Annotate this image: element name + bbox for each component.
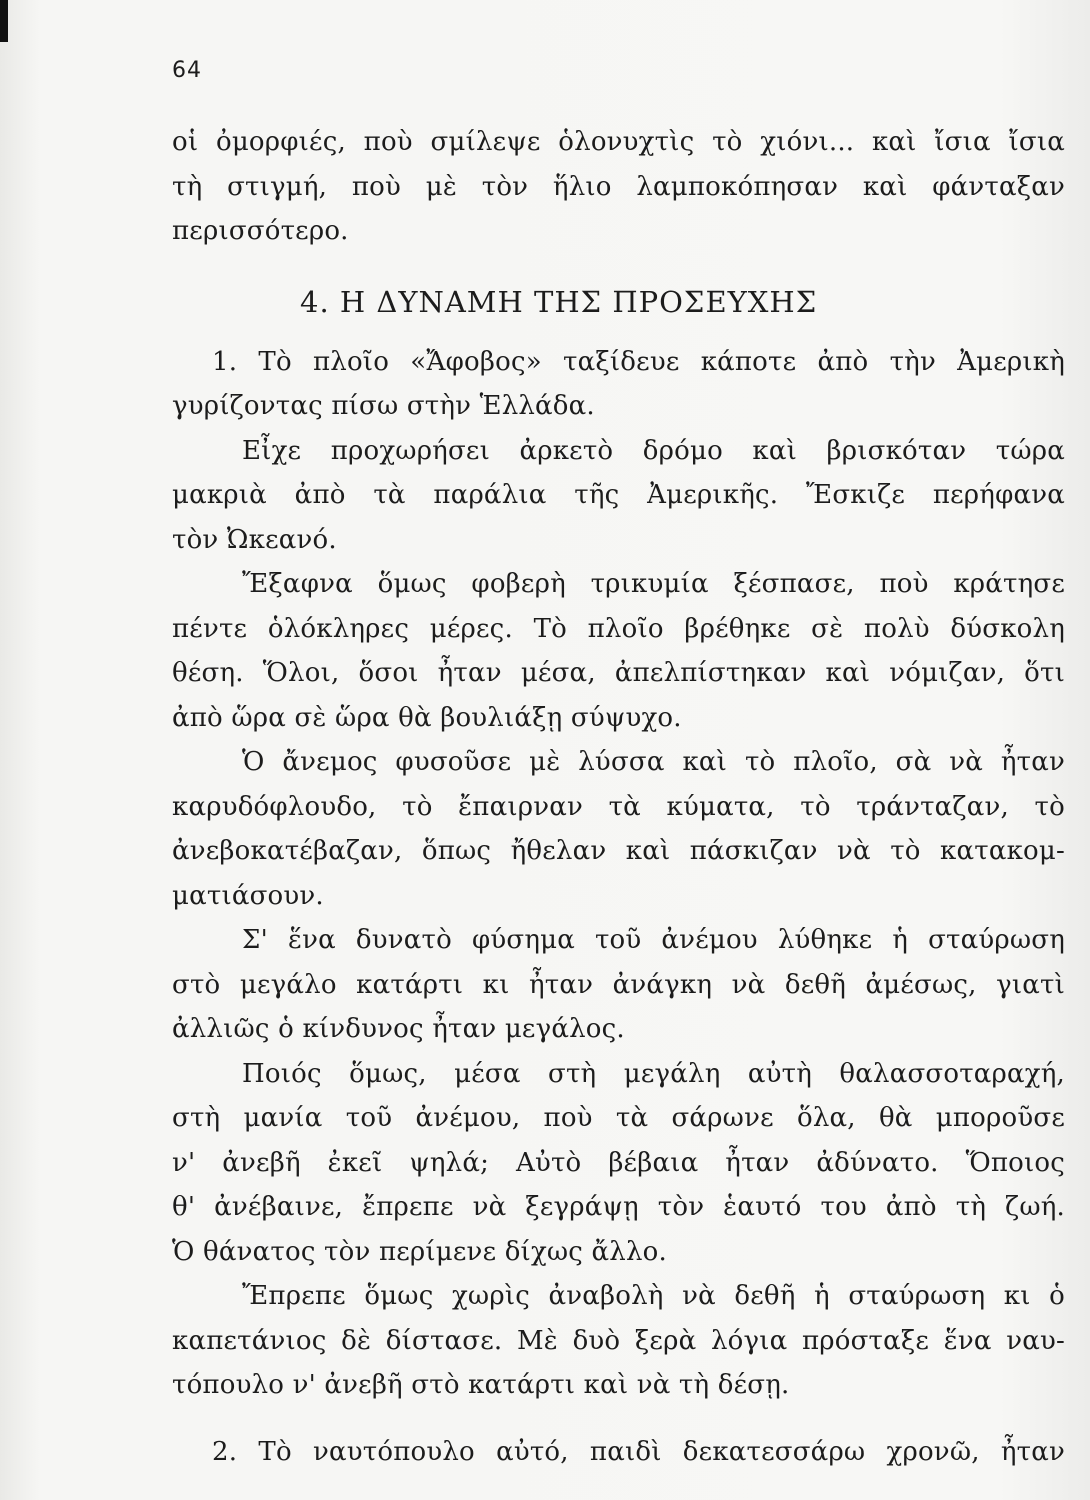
text-line: στὸ μεγάλο κατάρτι κι ἦταν ἀνάγκη νὰ δεθῆ ἀμέσως, γιατὶ <box>172 969 1065 1000</box>
text-line: ἀνεβοκατέβαζαν, ὅπως ἤθελαν καὶ πάσκιζαν νὰ τὸ κατακομ- <box>172 836 1065 866</box>
text-line: Ὁ ἄνεμος φυσοῦσε μὲ λύσσα καὶ τὸ πλοῖο, σὰ νὰ ἦταν <box>242 747 1065 777</box>
text-line: θέση. Ὅλοι, ὅσοι ἦταν μέσα, ἀπελπίστηκαν καὶ νόμιζαν, ὅτι <box>172 658 1065 688</box>
section-gap <box>172 1408 1065 1430</box>
page-text <box>172 120 1065 1474</box>
chapter-heading: 4. Η ΔΥΝΑΜΗ ΤΗΣ ΠΡΟΣΕΥΧΗΣ <box>300 284 818 319</box>
text-line: Ἔξαφνα ὅμως φοβερὴ τρικυμία ξέσπασε, ποὺ κράτησε <box>242 569 1065 599</box>
text-line: στὴ μανία τοῦ ἀνέμου, ποὺ τὰ σάρωνε ὅλα, θὰ μποροῦσε <box>172 1103 1065 1133</box>
text-line: θ' ἀνέβαινε, ἔπρεπε νὰ ξεγράψῃ τὸν ἑαυτό του ἀπὸ τὴ ζωή. <box>172 1192 1065 1222</box>
text-line: καπετάνιος δὲ δίστασε. Μὲ δυὸ ξερὰ λόγια πρόσταξε ἕνα ναυ- <box>172 1325 1065 1356</box>
text-line: τὸν Ὠκεανό. <box>172 524 337 555</box>
text-line: γυρίζοντας πίσω στὴν Ἑλλάδα. <box>172 391 595 421</box>
text-line: οἱ ὀμορφιές, ποὺ σμίλεψε ὁλονυχτὶς τὸ χιόνι... καὶ ἴσια ἴσια <box>172 127 1065 157</box>
text-line: Σ' ἕνα δυνατὸ φύσημα τοῦ ἀνέμου λύθηκε ἡ σταύρωση <box>242 925 1065 955</box>
page-number: 64 <box>172 58 202 83</box>
text-line: Ἔπρεπε ὅμως χωρὶς ἀναβολὴ νὰ δεθῆ ἡ σταύρωση κι ὁ <box>242 1281 1065 1311</box>
text-line: 1. Τὸ πλοῖο «Ἄφοβος» ταξίδευε κάποτε ἀπὸ τὴν Ἀμερικὴ <box>212 346 1065 377</box>
text-line: πέντε ὁλόκληρες μέρες. Τὸ πλοῖο βρέθηκε σὲ πολὺ δύσκολη <box>172 613 1065 644</box>
text-line: τόπουλο ν' ἀνεβῆ στὸ κατάρτι καὶ νὰ τὴ δέσῃ. <box>172 1370 790 1400</box>
text-line: τὴ στιγμή, ποὺ μὲ τὸν ἥλιο λαμποκόπησαν καὶ φάνταξαν <box>172 171 1065 202</box>
text-line: μακριὰ ἀπὸ τὰ παράλια τῆς Ἀμερικῆς. Ἔσκιζε περήφανα <box>172 480 1065 510</box>
text-line: 2. Τὸ ναυτόπουλο αὐτό, παιδὶ δεκατεσσάρω χρονῶ, ἦταν <box>212 1436 1065 1467</box>
text-line: ματιάσουν. <box>172 880 324 911</box>
scan-edge-mark <box>0 0 8 42</box>
text-line: ν' ἀνεβῆ ἐκεῖ ψηλά; Αὐτὸ βέβαια ἦταν ἀδύνατο. Ὅποιος <box>172 1147 1065 1178</box>
text-line: Ὁ θάνατος τὸν περίμενε δίχως ἄλλο. <box>172 1236 667 1267</box>
text-line: περισσότερο. <box>172 216 349 246</box>
text-line: Ποιός ὅμως, μέσα στὴ μεγάλη αὐτὴ θαλασσοταραχή, <box>242 1058 1065 1089</box>
text-line: Εἶχε προχωρήσει ἀρκετὸ δρόμο καὶ βρισκόταν τώρα <box>242 435 1065 466</box>
text-line: ἀλλιῶς ὁ κίνδυνος ἦταν μεγάλος. <box>172 1014 625 1044</box>
text-line: καρυδόφλουδο, τὸ ἔπαιρναν τὰ κύματα, τὸ τράνταζαν, τὸ <box>172 791 1065 822</box>
text-line: ἀπὸ ὥρα σὲ ὥρα θὰ βουλιάξῃ σύψυχο. <box>172 702 682 733</box>
